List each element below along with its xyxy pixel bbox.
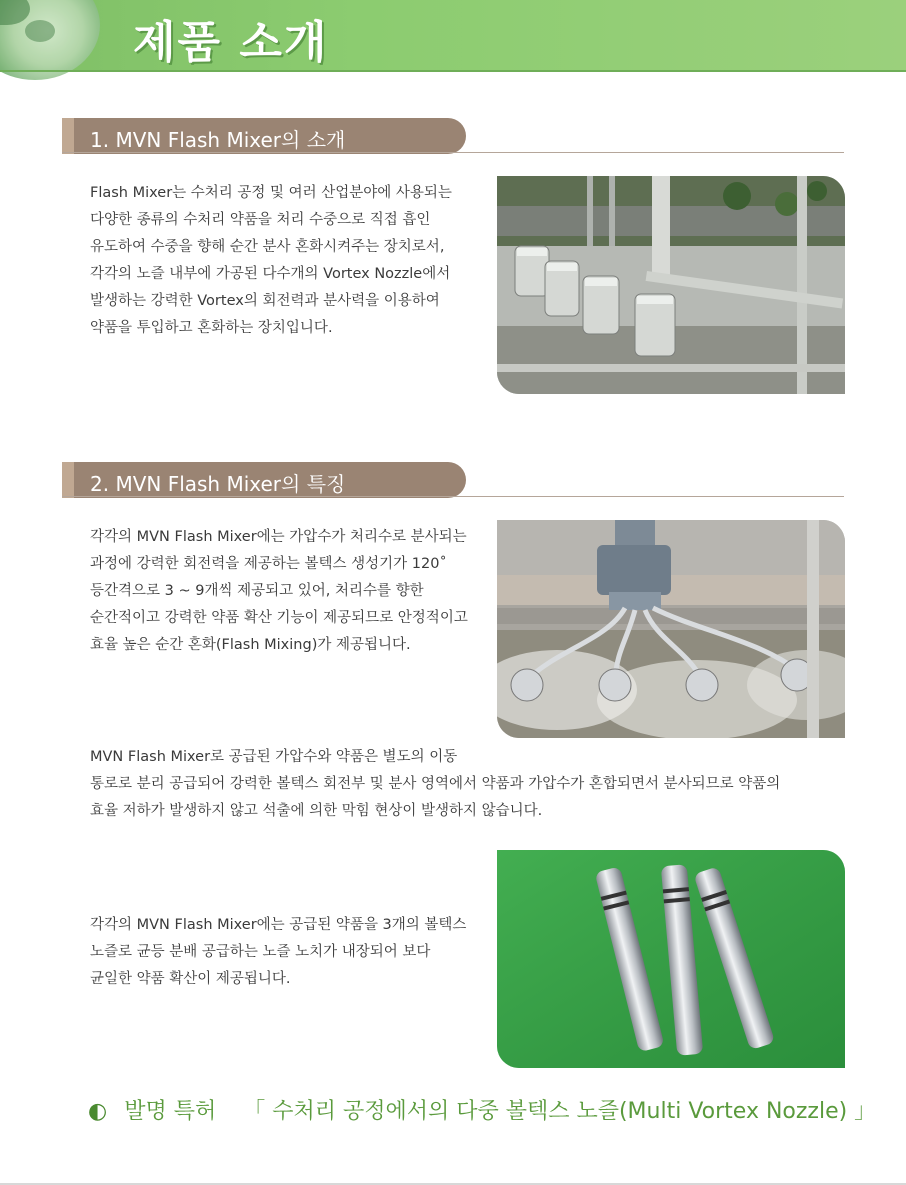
text-line: 유도하여 수중을 향해 순간 분사 혼화시켜주는 장치로서,: [90, 239, 445, 255]
text-line: 통로로 분리 공급되어 강력한 볼텍스 회전부 및 분사 영역에서 약품과 가압수가 혼합되면서 분사되므로 약품의: [90, 776, 781, 792]
text-line: 등간격으로 3 ~ 9개씩 제공되고 있어, 처리수를 향한: [90, 583, 424, 599]
section2-paragraph3: [90, 912, 476, 993]
section2-paragraph2: [90, 744, 850, 825]
section1-rule: [62, 152, 844, 153]
page-header: [0, 0, 906, 70]
section1-paragraph: [90, 180, 476, 342]
half-circle-icon: ◐: [88, 1099, 108, 1124]
text-line: 각각의 노즐 내부에 가공된 다수개의 Vortex Nozzle에서: [90, 266, 451, 282]
text-line: Flash Mixer는 수처리 공정 및 여러 산업분야에 사용되는: [90, 185, 452, 201]
section1-title: 1. MVN Flash Mixer의 소개: [90, 128, 346, 152]
text-line: 약품을 투입하고 혼화하는 장치입니다.: [90, 320, 333, 336]
section2-title: 2. MVN Flash Mixer의 특징: [90, 472, 346, 496]
text-line: 각각의 MVN Flash Mixer에는 가압수가 처리수로 분사되는: [90, 529, 467, 545]
text-line: 균일한 약품 확산이 제공됩니다.: [90, 971, 291, 987]
text-line: 다양한 종류의 수처리 약품을 처리 수중으로 직접 흡인: [90, 212, 431, 228]
text-line: MVN Flash Mixer로 공급된 가압수와 약품은 별도의 이동: [90, 749, 458, 765]
installation-photo: [497, 176, 845, 394]
section2-paragraph1: [90, 524, 476, 659]
nozzle-assembly-photo: [497, 520, 845, 738]
section1-heading: [62, 118, 466, 154]
patent-label: 발명 특허: [124, 1099, 217, 1124]
nozzles-green-photo: [497, 850, 845, 1068]
text-line: 효율 높은 순간 혼화(Flash Mixing)가 제공됩니다.: [90, 637, 411, 653]
patent-title: 「 수처리 공정에서의 다중 볼텍스 노즐(Multi Vortex Nozzle) 」: [243, 1099, 877, 1124]
text-line: 효율 저하가 발생하지 않고 석출에 의한 막힘 현상이 발생하지 않습니다.: [90, 803, 543, 819]
section2-heading: [62, 462, 466, 498]
header-divider: [0, 70, 906, 72]
text-line: 순간적이고 강력한 약품 확산 기능이 제공되므로 안정적이고: [90, 610, 468, 626]
page-title: 제품 소개: [133, 17, 329, 68]
globe-icon: [0, 0, 100, 80]
patent-line: [88, 1094, 876, 1125]
text-line: 발생하는 강력한 Vortex의 회전력과 분사력을 이용하여: [90, 293, 440, 309]
text-line: 과정에 강력한 회전력을 제공하는 볼텍스 생성기가 120˚: [90, 556, 447, 572]
text-line: 노즐로 균등 분배 공급하는 노즐 노치가 내장되어 보다: [90, 944, 431, 960]
text-line: 각각의 MVN Flash Mixer에는 공급된 약품을 3개의 볼텍스: [90, 917, 467, 933]
section2-rule: [62, 496, 844, 497]
